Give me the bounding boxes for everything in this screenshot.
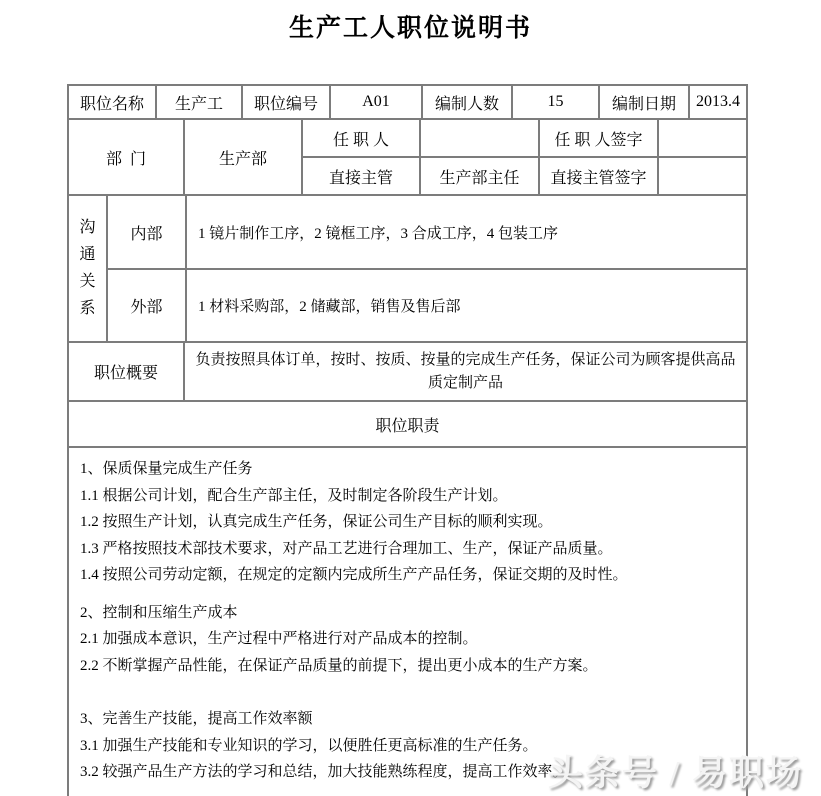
duty-line: 3.1 加强生产技能和专业知识的学习，以便胜任更高标准的生产任务。 xyxy=(80,737,538,754)
holder-signature-value xyxy=(659,120,746,156)
position-name-value: 生产工 xyxy=(157,86,241,118)
duty-line: 1.3 严格按照技术部技术要求，对产品工艺进行合理加工、生产，保证产品质量。 xyxy=(80,540,613,557)
communication-label-char: 系 xyxy=(79,300,96,317)
supervisor-signature-value xyxy=(659,158,746,194)
duty-line: 1.4 按照公司劳动定额，在规定的定额内完成所生产产品任务，保证交期的及时性。 xyxy=(80,567,628,583)
holder-signature-label: 任 职 人签字 xyxy=(540,120,657,156)
duty-line: 1.2 按照生产计划，认真完成生产任务，保证公司生产目标的顺利实现。 xyxy=(80,514,553,530)
duty-line: 2.1 加强成本意识，生产过程中严格进行对产品成本的控制。 xyxy=(80,631,478,647)
watermark: 头条号 / 易职场 xyxy=(547,754,803,793)
communication-section xyxy=(69,196,746,341)
holder-value xyxy=(421,120,538,156)
duty-line: 2、控制和压缩生产成本 xyxy=(80,604,238,621)
date-value: 2013.4 xyxy=(690,86,746,118)
duties-body-section xyxy=(69,448,746,796)
duties-header-row xyxy=(69,402,746,446)
communication-label-char: 关 xyxy=(79,273,96,290)
supervisor-value: 生产部主任 xyxy=(421,158,538,194)
position-code-value: A01 xyxy=(331,86,421,118)
duty-line: 2.2 不断掌握产品性能，在保证产品质量的前提下，提出更小成本的生产方案。 xyxy=(80,657,598,674)
duty-line: 3、完善生产技能，提高工作效率额 xyxy=(80,711,313,727)
document-title: 生产工人职位说明书 xyxy=(288,15,532,42)
duty-line: 3.2 较强产品生产方法的学习和总结，加大技能熟练程度，提高工作效率。 xyxy=(80,764,568,780)
internal-label: 内部 xyxy=(108,196,185,268)
department-label: 部 门 xyxy=(69,120,183,194)
job-description-table xyxy=(67,84,748,796)
position-name-label: 职位名称 xyxy=(69,86,155,118)
summary-value: 负责按照具体订单，按时、按质、按量的完成生产任务，保证公司为顾客提供高品质定制产品 xyxy=(185,343,746,400)
department-section xyxy=(69,120,746,194)
supervisor-signature-label: 直接主管签字 xyxy=(540,158,657,194)
duty-line: 1、保质保量完成生产任务 xyxy=(80,461,253,477)
communication-label-char: 通 xyxy=(79,246,96,263)
summary-label: 职位概要 xyxy=(69,343,183,400)
duties-header: 职位职责 xyxy=(69,402,746,446)
external-value: 1 材料采购部，2 储藏部，销售及售后部 xyxy=(187,270,746,341)
duty-line: 1.1 根据公司计划，配合生产部主任，及时制定各阶段生产计划。 xyxy=(80,487,508,504)
supervisor-label: 直接主管 xyxy=(303,158,419,194)
headcount-label: 编制人数 xyxy=(423,86,511,118)
position-code-label: 职位编号 xyxy=(243,86,329,118)
internal-value: 1 镜片制作工序，2 镜框工序，3 合成工序，4 包装工序 xyxy=(187,196,746,268)
external-label: 外部 xyxy=(108,270,185,341)
headcount-value: 15 xyxy=(513,86,598,118)
date-label: 编制日期 xyxy=(600,86,688,118)
department-value: 生产部 xyxy=(185,120,301,194)
communication-label-char: 沟 xyxy=(79,219,96,236)
basic-info-row xyxy=(69,86,746,118)
summary-section xyxy=(69,343,746,400)
communication-label xyxy=(69,196,106,341)
duties-body xyxy=(69,448,746,796)
holder-label: 任 职 人 xyxy=(303,120,419,156)
